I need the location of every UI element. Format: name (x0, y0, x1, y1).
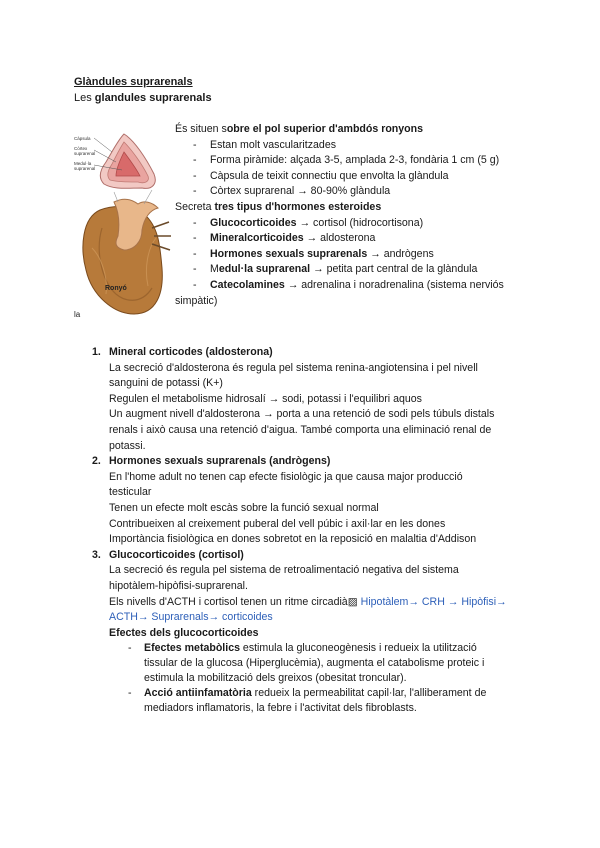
list-item: - Forma piràmide: alçada 3-5, amplada 2-3, fondària 1 cm (5 g) (193, 154, 500, 167)
intro-list (175, 122, 535, 309)
section-title: Mineral corticodes (aldosterona) (109, 346, 273, 358)
text: → petita part central de la glàndula (310, 263, 478, 276)
body-line: En l'home adult no tenen cap efecte fisiològic ja que causa major producció (109, 470, 463, 483)
subtitle-bold: glandules suprarenals (94, 92, 212, 104)
body-line: potassi. (109, 439, 146, 452)
list-item: - Estan molt vascularitzades (193, 138, 337, 151)
text: → cortisol (hidrocortisona) (296, 216, 424, 229)
body-line: Importància fisiològica en dones sobretot en la reposició en malaltia d'Addison (109, 533, 477, 546)
label-cortex: Còrtex suprarenal (74, 146, 96, 156)
text: És situen s (175, 123, 227, 135)
list-item: - Glucocorticoides → cortisol (hidrocortisona) (193, 216, 424, 229)
text: tissular de la glucosa (Hiperglucèmia), augmenta el catabolisme proteic i (144, 657, 485, 670)
text: → aldosterona (303, 232, 376, 245)
text-bold: obre el pol superior d'ambdós ronyons (226, 123, 424, 135)
list-item: - Mineralcorticoides → aldosterona (193, 232, 376, 245)
text-bold: edul·la suprarenal (218, 263, 311, 276)
text: → adrenalina i noradrenalina (sistema nerviós (284, 278, 504, 291)
text: estimula la mobilització dels greixos (obesitat troncular). (144, 672, 407, 685)
label-medulla: Medul·la suprarenal (74, 161, 96, 171)
text: Els nivells d'ACTH i cortisol tenen un ritme circadià (109, 595, 348, 608)
list-item: - Catecolamines → adrenalina i noradrenalina (sistema nerviós (193, 278, 504, 291)
list-item-wrap: simpàtic) (175, 294, 218, 307)
text: Còrtex suprarenal → 80-90% glàndula (210, 185, 391, 198)
list-item: - Acció antiinfamatòria redueix la permeabilitat capil·lar, l'alliberament de mediadors inflamatoris, la febre i l'activitat dels fibroblasts. (109, 686, 512, 716)
numbered-sections (92, 345, 512, 716)
text-bold: Acció antiinfamatòria (144, 687, 252, 700)
body-line: hipotàlem-hipòfisi-suprarenal. (109, 579, 248, 592)
body-line: La secreció és regula pel sistema de retroalimentació negativa del sistema (109, 564, 459, 577)
text-bold: Efectes metabòlics (144, 642, 240, 655)
list-item: - Còrtex suprarenal → 80-90% glàndula (193, 185, 391, 198)
body-line: testicular (109, 486, 152, 499)
adrenal-gland-figure (72, 118, 172, 323)
text: Forma piràmide: alçada 3-5, amplada 2-3, fondària 1 cm (5 g) (210, 154, 500, 167)
body-line: Regulen el metabolisme hidrosalí → sodi, potassi i l'equilibri aquos (109, 392, 422, 405)
text: → andrògens (367, 247, 434, 260)
text: M (210, 263, 219, 276)
page-subtitle (74, 91, 212, 106)
list-item: - Hormones sexuals suprarenals → andrògens (193, 247, 434, 260)
text: Estan molt vascularitzades (210, 138, 337, 151)
label-capsula: Càpsula (74, 136, 91, 141)
text: redueix la permeabilitat capil·lar, l'alliberament de (251, 687, 487, 700)
subtitle-prefix: Les (74, 92, 95, 104)
body-line: renals i això causa una retenció d'aigua. També comporta una eliminació renal de (109, 423, 492, 436)
text: estimula la gluconeogènesis i redueix la utilització (239, 642, 477, 655)
axis-text: Hipotàlem→ CRH → Hipòfisi→ (357, 595, 507, 608)
axis-text-line: ACTH→ Suprarenals→ corticoides (109, 611, 273, 624)
body-line: sanguini de potassi (K+) (109, 377, 223, 390)
effects-title: Efectes dels glucocorticoides (109, 626, 259, 639)
text-bold: tres tipus d'hormones esteroides (214, 200, 382, 213)
section-heading (92, 345, 512, 361)
list-item: - Efectes metabòlics estimula la gluconeogènesis i redueix la utilització tissular de la glucosa (Hiperglucèmia), augmenta el catabolisme proteic i estimula la mobilització dels greixos (obesitat troncular). (109, 641, 512, 686)
section-title: Glucocorticoides (cortisol) (109, 548, 244, 561)
glyph-icon: ▨ (347, 595, 358, 608)
text: mediadors inflamatoris, la febre i l'activitat dels fibroblasts. (144, 702, 417, 715)
text-bold: Catecolamines (210, 278, 285, 291)
body-line: Contribueixen al creixement puberal del vell púbic i axil·lar en les dones (109, 517, 446, 530)
intro-line-secretion (175, 200, 535, 216)
intro-line-location (175, 122, 535, 138)
section-number: 2. (92, 455, 101, 468)
text-bold: Mineralcorticoides (210, 232, 304, 245)
text-bold: Glucocorticoides (210, 216, 297, 229)
body-line: La secreció d'aldosterona és regula pel sistema renina-angiotensina i pel nivell (109, 361, 478, 374)
section-number: 3. (92, 548, 101, 561)
section-title: Hormones sexuals suprarenals (andrògens) (109, 455, 331, 468)
section-number: 1. (92, 346, 101, 358)
text-bold: Hormones sexuals suprarenals (210, 247, 368, 260)
figure-footnote: la (74, 310, 81, 319)
list-item: - Càpsula de teixit connectiu que envolta la glàndula (193, 169, 449, 182)
effects-list (109, 641, 512, 716)
label-kidney: Ronyó (105, 285, 127, 292)
body-line: Un augment nivell d'aldosterona → porta a una retenció de sodi pels túbuls distals (109, 408, 495, 421)
section-heading (92, 454, 512, 470)
page-title: Glàndules suprarenals (74, 76, 193, 88)
text: Secreta (175, 200, 215, 213)
acth-line (109, 595, 512, 611)
body-line: Tenen un efecte molt escàs sobre la funció sexual normal (109, 501, 379, 514)
text: Càpsula de teixit connectiu que envolta la glàndula (210, 169, 449, 182)
section-heading (92, 548, 512, 564)
list-item: - Medul·la suprarenal → petita part central de la glàndula (193, 263, 478, 276)
